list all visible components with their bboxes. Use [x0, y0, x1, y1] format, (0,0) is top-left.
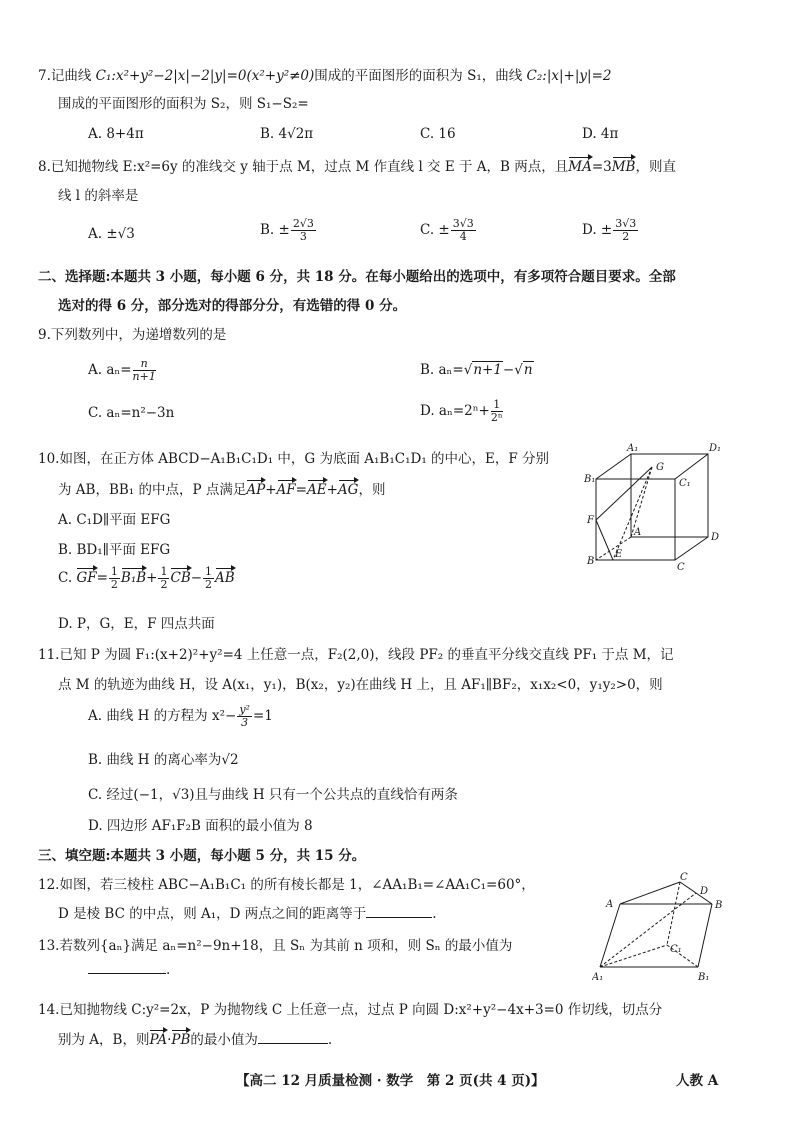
- q8-option-a: A. ±√3: [88, 226, 135, 242]
- q9-option-d-prefix: D. aₙ=2ⁿ+: [420, 403, 490, 419]
- q7-option-a: A. 8+4π: [88, 126, 144, 142]
- q10-option-a: A. C₁D∥平面 EFG: [58, 512, 171, 528]
- q8-option-b-prefix: B. ±: [260, 222, 290, 238]
- q7-c2-equation: C₂:|x|+|y|=2: [526, 68, 612, 84]
- vector-ab: AB: [215, 570, 235, 586]
- answer-blank[interactable]: [88, 973, 166, 974]
- label-b1: B₁: [584, 474, 596, 485]
- q8-stem-tail: ，则直: [635, 159, 676, 175]
- q8-stem-line2: 线 l 的斜率是: [58, 188, 139, 204]
- q7-stem-line2: 围成的平面图形的面积为 S₂，则 S₁−S₂=: [58, 96, 309, 112]
- q11-option-a-prefix: A. 曲线 H 的方程为 x²−: [88, 708, 237, 724]
- label-a: A: [634, 527, 642, 538]
- q10-stem-line1: 10.如图，在正方体 ABCD−A₁B₁C₁D₁ 中，G 为底面 A₁B₁C₁D₁ 的中心，E，F 分别: [38, 451, 550, 467]
- denominator: 4: [459, 230, 467, 243]
- q12-prism-figure: [592, 870, 742, 982]
- label-b1: B₁: [698, 972, 710, 982]
- period: .: [166, 962, 171, 978]
- q7-option-d: D. 4π: [582, 126, 619, 142]
- q9-option-a-fraction: [133, 358, 156, 383]
- q10-stem-tail: ，则: [358, 482, 386, 498]
- label-c1: C₁: [679, 478, 691, 489]
- q10-option-b: B. BD₁∥平面 EFG: [58, 542, 171, 558]
- q8-option-d-fraction: [613, 218, 638, 243]
- q9-option-d: [420, 399, 504, 424]
- label-e: E: [615, 549, 623, 560]
- label-a: A: [606, 899, 614, 910]
- label-g: G: [656, 462, 664, 473]
- fraction-half: [158, 566, 169, 591]
- section2-heading-line2: 选对的得 6 分，部分选对的得部分分，有选错的得 0 分。: [58, 298, 407, 314]
- q8-option-c-fraction: [451, 218, 476, 243]
- q10-option-d: D. P，G，E，F 四点共面: [58, 616, 215, 632]
- q11-stem-line1: 11.已知 P 为圆 F₁:(x+2)²+y²=4 上任意一点，F₂(2,0)，线段 PF₂ 的垂直平分线交直线 PF₁ 于点 M，记: [38, 647, 674, 663]
- page-footer-center: 【高二 12 月质量检测 · 数学 第 2 页(共 4 页)】: [236, 1073, 545, 1089]
- denominator: 3: [241, 716, 249, 729]
- label-c: C: [680, 872, 688, 883]
- q8-option-d-prefix: D. ±: [582, 222, 613, 238]
- label-a1: A₁: [592, 972, 604, 982]
- q9-option-d-fraction: [491, 399, 503, 424]
- q11-option-a: [88, 704, 273, 729]
- vector-af: AF: [276, 482, 296, 498]
- q8-option-d: [582, 218, 639, 243]
- period: .: [327, 1032, 333, 1048]
- q8-option-c-prefix: C. ±: [420, 222, 450, 238]
- numerator: 1: [491, 399, 503, 412]
- denominator: 2: [110, 578, 118, 591]
- q13-stem-line1: 13.若数列{aₙ}满足 aₙ=n²−9n+18，且 Sₙ 为其前 n 项和，则 Sₙ 的最小值为: [38, 938, 513, 954]
- vector-b1b: B₁B: [120, 570, 147, 586]
- period: .: [432, 906, 437, 922]
- label-b: B: [715, 900, 723, 911]
- label-c: C: [677, 562, 685, 572]
- equals-sign: =: [96, 570, 108, 586]
- q9-option-c: C. aₙ=n²−3n: [88, 405, 175, 421]
- q14-stem-tail: 的最小值为: [190, 1032, 258, 1048]
- q7-stem-middle: 围成的平面图形的面积为 S₁，曲线: [314, 68, 527, 84]
- vector-cb: CB: [170, 570, 191, 586]
- q10-option-c-prefix: C.: [58, 570, 77, 586]
- q12-stem-text: D 是棱 BC 的中点，则 A₁，D 两点之间的距离等于: [58, 906, 367, 922]
- vector-ma: MA: [568, 159, 592, 175]
- q9-option-b-radicand2: n: [523, 362, 533, 378]
- q9-stem: 9.下列数列中，为递增数列的是: [38, 327, 227, 343]
- denominator: 2: [205, 578, 213, 591]
- label-c1: C₁: [670, 944, 682, 955]
- plus-sign: +: [265, 482, 277, 498]
- q9-option-b: [420, 362, 534, 378]
- q9-option-b-middle: −√: [502, 362, 523, 378]
- q11-option-d: D. 四边形 AF₁F₂B 面积的最小值为 8: [88, 818, 313, 834]
- q11-stem-line2: 点 M 的轨迹为曲线 H，设 A(x₁，y₁)，B(x₂，y₂)在曲线 H 上，且 AF₁∥BF₂，x₁x₂<0，y₁y₂>0，则: [58, 677, 663, 693]
- page-footer-right: 人教 A: [676, 1073, 719, 1089]
- vector-ag: AG: [337, 482, 359, 498]
- vector-mb: MB: [611, 159, 636, 175]
- numerator: 3√3: [615, 217, 637, 230]
- vector-ae: AE: [306, 482, 327, 498]
- q7-c1-equation: C₁:x²+y²−2|x|−2|y|=0(x²+y²≠0): [95, 68, 315, 84]
- answer-blank[interactable]: [258, 1043, 328, 1044]
- denominator: 2: [160, 578, 168, 591]
- q11-option-a-suffix: =1: [252, 708, 273, 724]
- numerator: 1: [205, 565, 213, 578]
- minus-sign: −: [190, 570, 203, 586]
- denominator: 3: [299, 230, 307, 243]
- q8-equals-three: =3: [591, 159, 612, 175]
- q8-option-c: [420, 218, 477, 243]
- label-d: D: [711, 532, 720, 543]
- fraction-half: [109, 566, 120, 591]
- plus-sign: +: [146, 570, 158, 586]
- vector-pa: PA: [149, 1032, 168, 1048]
- plus-sign: +: [326, 482, 338, 498]
- q12-stem-line1: 12.如图，若三棱柱 ABC−A₁B₁C₁ 的所有棱长都是 1，∠AA₁B₁=∠AA₁C₁=60°，: [38, 877, 535, 893]
- numerator: 1: [110, 565, 118, 578]
- q10-stem-line2: [58, 478, 385, 498]
- section3-heading: 三、填空题:本题共 3 小题，每小题 5 分，共 15 分。: [38, 848, 366, 864]
- numerator: n: [133, 358, 156, 371]
- q7-stem-prefix: 7.记曲线: [38, 68, 96, 84]
- q9-option-a-prefix: A. aₙ=: [88, 362, 132, 378]
- denominator: n+1: [132, 370, 156, 383]
- q9-option-b-prefix: B. aₙ=√: [420, 362, 473, 378]
- numerator: y²: [239, 703, 250, 716]
- denominator: 2ⁿ: [490, 411, 503, 424]
- vector-ap: AP: [246, 482, 266, 498]
- fraction-half: [203, 566, 214, 591]
- q8-stem-line1: [38, 155, 676, 175]
- q8-option-b: [260, 218, 317, 243]
- numerator: 1: [160, 565, 168, 578]
- q14-stem-line1: 14.已知抛物线 C:y²=2x，P 为抛物线 C 上任意一点，过点 P 向圆 D:x²+y²−4x+3=0 作切线，切点分: [38, 1002, 663, 1018]
- label-f: F: [587, 515, 594, 526]
- q11-option-a-fraction: [237, 704, 252, 729]
- section2-heading-line1: 二、选择题:本题共 3 小题，每小题 6 分，共 18 分。在每小题给出的选项中，有多项符合题目要求。全部: [38, 269, 676, 285]
- q11-option-b: B. 曲线 H 的离心率为√2: [88, 752, 239, 768]
- equals-sign: =: [295, 482, 307, 498]
- q14-stem-text: 别为 A，B，则: [58, 1032, 150, 1048]
- q14-stem-line2: [58, 1028, 332, 1048]
- q9-option-a: [88, 358, 157, 383]
- q10-option-c: [58, 566, 235, 591]
- q7-option-c: C. 16: [420, 126, 456, 142]
- q12-stem-line2: [58, 902, 437, 922]
- label-d1: D₁: [709, 443, 722, 454]
- numerator: 2√3: [292, 217, 314, 230]
- label-d: D: [700, 886, 709, 897]
- vector-gf: GF: [76, 570, 97, 586]
- numerator: 3√3: [452, 217, 474, 230]
- vector-pb: PB: [171, 1032, 191, 1048]
- q11-option-c: C. 经过(−1，√3)且与曲线 H 只有一个公共点的直线恰有两条: [88, 787, 458, 803]
- dot-product: ·: [167, 1032, 172, 1048]
- q13-stem-line2: [88, 962, 170, 978]
- label-a1: A₁: [627, 443, 639, 454]
- label-b: B: [587, 556, 595, 567]
- q10-cube-figure: [583, 440, 733, 572]
- denominator: 2: [622, 230, 630, 243]
- q8-option-b-fraction: [291, 218, 316, 243]
- q8-stem-text: 8.已知抛物线 E:x²=6y 的准线交 y 轴于点 M，过点 M 作直线 l 交 E 于 A，B 两点，且: [38, 159, 569, 175]
- q7-option-b: B. 4√2π: [260, 126, 314, 142]
- q7-stem-line1: [38, 64, 611, 84]
- q9-option-b-radicand1: n+1: [473, 362, 502, 378]
- answer-blank[interactable]: [366, 917, 432, 918]
- q10-stem-text: 为 AB，BB₁ 的中点，P 点满足: [58, 482, 247, 498]
